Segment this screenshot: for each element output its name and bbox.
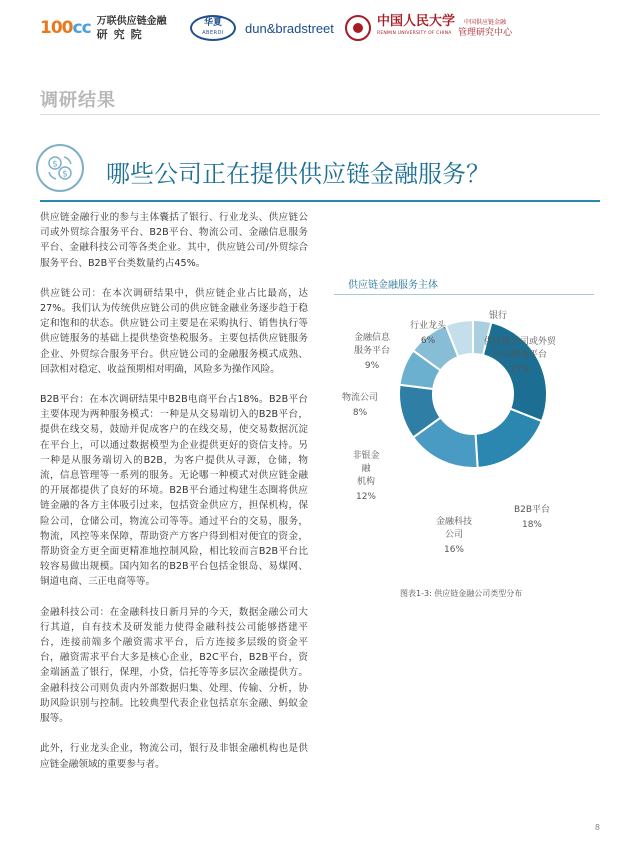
paragraph-b2b: B2B平台：在本次调研结果中B2B电商平台占18%。B2B平台主要体现为两种服务模式：一种是从交易端切入的B2B平台，提供在线交易，鼓励并促成客户的在线交易，使交易数据沉淀在平台上，可以通过数据模型为企业提供更好的资信支持。另一种是从服务端切入的B2B，为客户提供从寻源，仓储，物流，信息管理等一系列的服务。无论哪一种模式对供应链金融的开展都提供了良好的环境。B2B平台通过构建生态圈将供应链金融的各方主体吸引过来，包括资金供应方，担保机构，保险公司，仓储公司，物流公司等等。通过平台的交易，服务，物流，风控等来保障，帮助资产方客户得到相对便宜的资金，帮助资金方更全面更精准地控制风险，相比较而言B2B平台比较容易做出规模。国内知名的B2B平台包括金银岛、易煤网、铜道电商、三正电商等等。 [40,394,308,588]
header-logos [40,12,600,44]
slice-label: 物流公司 [341,393,379,403]
section-label: 调研结果 [40,90,116,111]
renmin-university-logo [345,12,455,44]
slice-label: 行业龙头 [409,321,447,331]
coins-exchange-icon [36,144,84,192]
paragraph-intro: 供应链金融行业的参与主体囊括了银行、行业龙头、供应链公司或外贸综合服务平台、B2B平台、物流公司、金融信息服务平台、金融科技公司等各类企业。其中，供应链公司/外贸综合服务平台、B2B平台类数量约占45%。 [40,212,308,269]
slice-value-label: 9% [364,361,380,371]
renmin-logo-line1: 中国人民大学 [377,14,456,29]
paragraph-fintech: 金融科技公司：在金融科技日新月异的今天，数据金融公司大行其道，自有技术及研发能力使得金融科技公司能够搭建平台，连接前端多个融资需求平台，后方连接多层级的资金平台，融资需求平台大多是核心企业，B2C平台，B2B平台，资金端涵盖了银行，保理，小贷，信托等等多层次金融提供方。金融科技公司则负责内外部数据归集、处理、传输、分析，协助风险识别与控制。比较典型代表企业包括京东金融、蚂蚁金服等。 [40,606,308,725]
chart-title-divider [334,294,594,295]
research-center-line1: 中国供应链金融 [464,19,507,26]
wanlian-logo-mark: 100cc [40,18,91,38]
chart-title: 供应链金融服务主体 [348,280,438,291]
slice-value-label: 12% [355,492,377,502]
svg-text:$: $ [62,169,68,180]
university-seal-icon [345,15,371,41]
wanlian-logo-line1: 万联供应链金融 [96,16,167,27]
title-divider [40,200,600,202]
svg-text:$: $ [52,159,58,170]
pie-slice [476,409,542,468]
paragraph-supply-chain: 供应链公司：在本次调研结果中，供应链企业占比最高，达27%。我们认为传统供应链公司的供应链金融业务逐步趋于稳定和饱和的状态。供应链公司主要是在采购执行、销售执行等供应链服务的基础上提供垫资垫税服务。主要包括供应链服务企业、外贸综合服务平台。供应链公司的金融服务模式成熟、回款相对稳定、收益预期相对明确，风险多为操作风险。 [40,287,308,375]
slice-label: 银行 [488,311,508,321]
slice-label: 非银金融机构 [352,451,380,487]
slice-label: B2B平台 [513,505,551,515]
page-number: 8 [594,823,600,832]
slice-value-label: 18% [521,520,543,530]
wanlian-logo [40,12,167,44]
donut-chart [330,300,600,580]
huaxia-logo-line2: ABERDI [202,30,224,36]
huaxia-logo-line1: 华夏 [203,18,222,28]
paragraph-others: 此外，行业龙头企业，物流公司，银行及非银金融机构也是供应链金融领域的重要参与者。 [40,743,308,770]
slice-value-label: 27% [509,365,531,375]
wanlian-logo-line2: 研究院 [96,28,148,41]
research-center-line2: 管理研究中心 [458,28,513,38]
slice-value-label: 8% [352,408,368,418]
slice-label: 供应链公司或外贸综合服务平台 [483,337,557,360]
body-text [40,210,308,787]
renmin-logo-line2: RENMIN UNIVERSITY OF CHINA [377,31,452,36]
slice-label: 金融科技公司 [435,517,473,540]
chart-caption: 图表1-3: 供应链金融公司类型分布 [400,589,523,598]
research-center-logo [458,12,512,44]
slice-value-label: 16% [443,545,465,555]
huaxia-logo [190,12,236,44]
page-title: 哪些公司正在提供供应链金融服务？ [106,160,490,188]
section-divider [40,114,600,115]
slice-label: 金融信息服务平台 [353,333,391,356]
slice-value-label: 6% [420,336,436,346]
dnb-logo: dun&bradstreet [245,20,334,36]
